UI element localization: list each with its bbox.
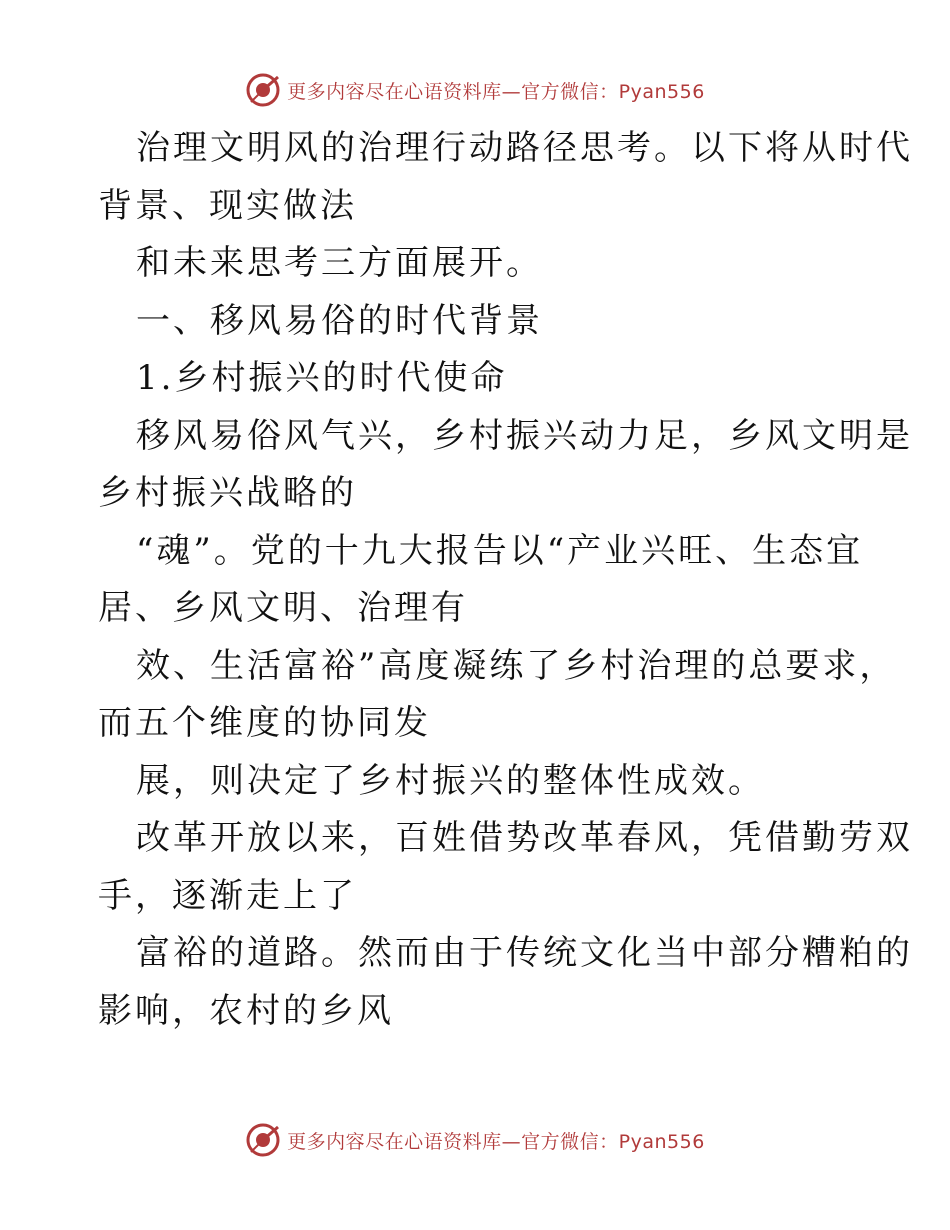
body-line: 展，则决定了乡村振兴的整体性成效。 [136,760,765,801]
header-watermark [0,68,950,112]
body-line: 而五个维度的协同发 [98,703,431,743]
document-body [98,120,913,1040]
body-line: 富裕的道路。然而由于传统文化当中部分糟粕的 [136,933,913,973]
body-line: 居、乡风文明、治理有 [98,588,468,628]
footer-watermark [0,1118,950,1162]
body-line: 改革开放以来，百姓借势改革春风，凭借勤劳双 [136,818,913,858]
body-line: 手，逐渐走上了 [98,875,357,916]
body-line: 效、生活富裕”高度凝练了乡村治理的总要求， [136,645,897,686]
body-line: 移风易俗风气兴，乡村振兴动力足，乡风文明是 [136,415,913,456]
body-line: 乡村振兴战略的 [98,473,357,513]
body-line: 背景、现实做法 [98,185,357,226]
body-line: 治理文明风的治理行动路径思考。以下将从时代 [136,128,913,168]
watermark-text: 更多内容尽在心语资料库—官方微信：Pyan556 [287,1130,705,1153]
body-line: 和未来思考三方面展开。 [136,243,543,283]
body-line: “魂”。党的十九大报告以“产业兴旺、生态宜 [136,530,864,571]
body-line: 1.乡村振兴的时代使命 [136,358,508,398]
brand-logo-icon [245,72,281,108]
body-line: 一、移风易俗的时代背景 [136,300,543,341]
watermark-text: 更多内容尽在心语资料库—官方微信：Pyan556 [287,80,705,103]
body-line: 影响，农村的乡风 [98,990,394,1031]
brand-logo-icon [245,1122,281,1158]
